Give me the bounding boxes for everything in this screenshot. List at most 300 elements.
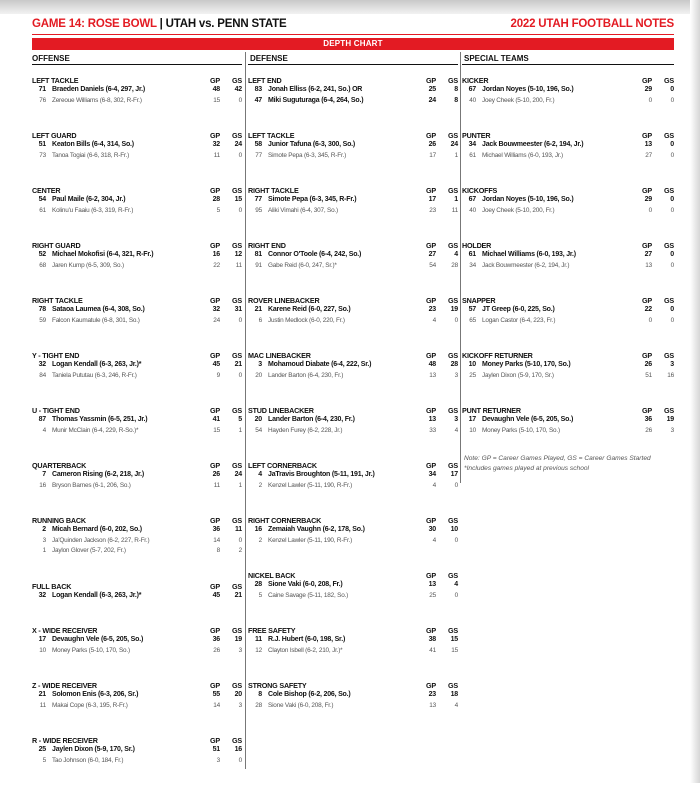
player-name: Miki Suguturaga (6-4, 264, So.)	[268, 96, 364, 104]
position-header	[32, 679, 242, 691]
player-name: Michael Mokofisi (6-4, 321, R-Fr.)	[52, 251, 154, 258]
games-played: 24	[428, 96, 436, 104]
position-title: CENTER	[32, 186, 61, 195]
games-played: 13	[644, 141, 652, 148]
gp-header: GP	[210, 681, 220, 690]
games-played: 11	[213, 481, 220, 489]
player-name: Money Parks (5-10, 170, So.)	[482, 361, 571, 368]
position-title: PUNTER	[462, 131, 491, 140]
jersey-number: 87	[38, 416, 46, 423]
position-header	[32, 514, 242, 526]
position-header	[248, 74, 458, 86]
position-title: LEFT TACKLE	[32, 76, 79, 85]
player-row	[248, 427, 458, 438]
player-name: Logan Castor (6-4, 223, Fr.)	[482, 316, 556, 324]
position-group	[32, 679, 242, 712]
jersey-number: 68	[39, 261, 46, 269]
position-title: LEFT TACKLE	[248, 131, 295, 140]
position-group	[32, 580, 242, 603]
jersey-number: 8	[258, 691, 262, 698]
player-name: Sataoa Laumea (6-4, 308, So.)	[52, 306, 145, 313]
gs-header: GS	[448, 296, 458, 305]
gp-header: GP	[210, 131, 220, 140]
gs-header: GS	[232, 186, 242, 195]
games-started: 18	[450, 691, 458, 698]
games-started: 4	[454, 251, 458, 258]
player-row	[462, 427, 674, 438]
gs-header: GS	[664, 296, 674, 305]
player-name: Jaren Kump (6-5, 309, So.)	[52, 261, 124, 269]
gs-header: GS	[232, 461, 242, 470]
gp-header: GP	[210, 351, 220, 360]
games-played: 0	[648, 316, 652, 324]
position-group	[462, 349, 674, 382]
games-started: 0	[670, 86, 674, 93]
games-played: 32	[212, 141, 220, 148]
gp-header: GP	[210, 461, 220, 470]
jersey-number: 51	[38, 141, 46, 148]
position-group	[32, 624, 242, 657]
games-played: 26	[212, 471, 220, 478]
gp-header: GP	[210, 581, 220, 591]
position-title: NICKEL BACK	[248, 571, 296, 580]
offense-column	[32, 74, 242, 789]
games-played: 17	[429, 151, 436, 159]
position-group	[32, 129, 242, 162]
games-started: 4	[454, 581, 458, 588]
position-group	[248, 184, 458, 217]
player-row	[32, 207, 242, 218]
games-started: 15	[450, 636, 458, 643]
games-played: 3	[216, 756, 220, 764]
player-row	[462, 317, 674, 328]
games-started: 0	[670, 316, 674, 324]
player-row	[32, 746, 242, 757]
offense-rule	[32, 64, 242, 65]
games-started: 0	[670, 141, 674, 148]
jersey-number: 7	[42, 471, 46, 478]
games-played: 9	[216, 371, 220, 379]
games-started: 17	[450, 471, 458, 478]
column-divider	[245, 52, 246, 769]
jersey-number: 95	[255, 206, 262, 214]
jersey-number: 40	[469, 96, 476, 104]
defense-rule	[248, 64, 458, 65]
position-header	[32, 184, 242, 196]
position-title: FULL BACK	[32, 581, 72, 591]
position-group	[462, 239, 674, 272]
player-row	[32, 482, 242, 493]
player-row	[462, 262, 674, 273]
player-name: Justin Medlock (6-0, 220, Fr.)	[268, 316, 345, 324]
player-name: Cameron Rising (6-2, 218, Jr.)	[52, 471, 145, 478]
position-header	[248, 679, 458, 691]
jersey-number: 16	[254, 526, 262, 533]
games-played: 29	[644, 196, 652, 203]
games-started: 0	[670, 96, 674, 104]
games-started: 16	[667, 371, 674, 379]
player-name: JaTravis Broughton (5-11, 191, Jr.)	[268, 471, 375, 478]
jersey-number: 2	[42, 526, 46, 533]
games-played: 23	[428, 691, 436, 698]
player-name: Joey Cheek (5-10, 200, Fr.)	[482, 96, 555, 104]
player-name: JT Greep (6-0, 225, So.)	[482, 306, 555, 313]
games-played: 26	[213, 646, 220, 654]
player-row	[248, 251, 458, 262]
player-name: Jordan Noyes (5-10, 196, So.)	[482, 86, 574, 93]
games-played: 26	[428, 141, 436, 148]
games-started: 24	[450, 141, 458, 148]
jersey-number: 58	[254, 141, 262, 148]
position-group	[32, 184, 242, 217]
jersey-number: 40	[469, 206, 476, 214]
player-name: Devaughn Vele (6-5, 205, So.)	[482, 416, 574, 423]
gs-header: GS	[448, 241, 458, 250]
position-group	[32, 294, 242, 327]
gs-header: GS	[664, 76, 674, 85]
player-name: Jaylen Dixon (5-9, 170, Sr.)	[52, 746, 135, 753]
position-title: MAC LINEBACKER	[248, 351, 311, 360]
gs-header: GS	[232, 406, 242, 415]
player-row	[248, 361, 458, 372]
gp-header: GP	[210, 296, 220, 305]
position-group	[462, 184, 674, 217]
games-played: 27	[645, 151, 652, 159]
player-row	[248, 592, 458, 603]
jersey-number: 25	[38, 746, 46, 753]
jersey-number: 54	[255, 426, 262, 434]
games-played: 48	[428, 361, 436, 368]
gs-header: GS	[448, 76, 458, 85]
jersey-number: 84	[39, 371, 46, 379]
jersey-number: 67	[468, 86, 476, 93]
gp-header: GP	[210, 516, 220, 525]
player-name: Lander Barton (6-4, 230, Fr.)	[268, 416, 355, 423]
gp-header: GP	[642, 241, 652, 250]
gp-header: GP	[642, 186, 652, 195]
games-started: 20	[234, 691, 242, 698]
games-played: 4	[432, 316, 436, 324]
position-header	[462, 404, 674, 416]
player-name: Jaylon Glover (5-7, 202, Fr.)	[52, 547, 126, 554]
games-played: 38	[428, 636, 436, 643]
position-group	[462, 294, 674, 327]
jersey-number: 2	[258, 481, 262, 489]
player-row	[32, 306, 242, 317]
gp-header: GP	[210, 406, 220, 415]
gp-header: GP	[426, 406, 436, 415]
defense-heading: DEFENSE	[250, 54, 288, 63]
games-played: 11	[213, 151, 220, 159]
player-row	[248, 691, 458, 702]
position-title: PUNT RETURNER	[462, 406, 521, 415]
games-started: 15	[234, 196, 242, 203]
games-started: 11	[235, 526, 242, 533]
jersey-number: 34	[469, 261, 476, 269]
position-header	[32, 74, 242, 86]
jersey-number: 32	[38, 361, 46, 368]
player-name: Devaughn Vele (6-5, 205, So.)	[52, 636, 144, 643]
games-played: 27	[428, 251, 436, 258]
games-played: 28	[212, 196, 220, 203]
gp-header: GP	[642, 296, 652, 305]
gp-header: GP	[426, 461, 436, 470]
games-started: 3	[238, 701, 242, 709]
games-played: 30	[428, 526, 436, 533]
position-title: R - WIDE RECEIVER	[32, 736, 98, 745]
position-header	[248, 184, 458, 196]
player-row	[462, 251, 674, 262]
games-played: 41	[429, 646, 436, 654]
games-started: 12	[234, 251, 242, 258]
position-title: X - WIDE RECEIVER	[32, 626, 98, 635]
position-header	[248, 459, 458, 471]
position-title: ROVER LINEBACKER	[248, 296, 320, 305]
player-name: Kolinu'u Faaiu (6-3, 319, R-Fr.)	[52, 206, 134, 214]
jersey-number: 12	[255, 646, 262, 654]
games-played: 15	[213, 96, 220, 104]
position-group	[32, 514, 242, 558]
jersey-number: 57	[468, 306, 476, 313]
position-header	[248, 569, 458, 581]
position-header	[32, 624, 242, 636]
player-row	[32, 471, 242, 482]
matchup: | UTAH vs. PENN STATE	[156, 18, 287, 30]
position-title: U - TIGHT END	[32, 406, 80, 415]
games-played: 45	[212, 591, 220, 599]
position-group	[248, 349, 458, 382]
player-name: Money Parks (5-10, 170, So.)	[52, 646, 130, 654]
position-group	[32, 349, 242, 382]
position-title: STRONG SAFETY	[248, 681, 307, 690]
jersey-number: 6	[258, 316, 262, 324]
gs-header: GS	[448, 461, 458, 470]
position-title: FREE SAFETY	[248, 626, 296, 635]
player-row	[248, 97, 458, 108]
player-row	[32, 262, 242, 273]
player-name: Munir McClain (6-4, 229, R-So.)*	[52, 426, 139, 434]
position-group	[248, 239, 458, 272]
games-played: 8	[216, 547, 220, 554]
player-name: Karene Reid (6-0, 227, So.)	[268, 306, 351, 313]
defense-column	[248, 74, 458, 734]
player-row	[248, 482, 458, 493]
game-label	[32, 18, 286, 30]
player-row	[462, 361, 674, 372]
position-header	[462, 239, 674, 251]
gp-header: GP	[642, 351, 652, 360]
jersey-number: 71	[38, 86, 46, 93]
position-title: STUD LINEBACKER	[248, 406, 314, 415]
position-group	[248, 569, 458, 602]
player-row	[248, 526, 458, 537]
games-played: 25	[429, 591, 436, 599]
games-played: 13	[645, 261, 652, 269]
player-name: Money Parks (5-10, 170, So.)	[482, 426, 560, 434]
jersey-number: 16	[39, 481, 46, 489]
gs-header: GS	[232, 76, 242, 85]
games-played: 33	[429, 426, 436, 434]
games-played: 48	[212, 86, 220, 93]
player-row	[248, 581, 458, 592]
games-started: 0	[238, 96, 242, 104]
jersey-number: 5	[258, 591, 262, 599]
games-played: 51	[212, 746, 220, 753]
gs-header: GS	[664, 186, 674, 195]
gs-header: GS	[232, 736, 242, 745]
header-rule	[32, 34, 674, 35]
position-group	[248, 624, 458, 657]
player-row	[248, 416, 458, 427]
gp-header: GP	[426, 76, 436, 85]
position-header	[248, 624, 458, 636]
player-row	[462, 141, 674, 152]
jersey-number: 54	[38, 196, 46, 203]
gp-header: GP	[642, 406, 652, 415]
player-row	[32, 251, 242, 262]
position-header	[248, 294, 458, 306]
jersey-number: 2	[258, 536, 262, 544]
position-title: KICKOFF RETURNER	[462, 351, 533, 360]
position-header	[32, 239, 242, 251]
position-header	[248, 349, 458, 361]
position-group	[462, 404, 674, 437]
jersey-number: 11	[255, 636, 262, 643]
jersey-number: 1	[42, 547, 46, 554]
position-title: LEFT CORNERBACK	[248, 461, 317, 470]
jersey-number: 52	[38, 251, 46, 258]
jersey-number: 67	[468, 196, 476, 203]
jersey-number: 83	[254, 86, 262, 93]
games-played: 14	[213, 701, 220, 709]
game-number: GAME 14:	[32, 18, 85, 30]
player-row	[462, 97, 674, 108]
position-header	[32, 459, 242, 471]
games-played: 34	[428, 471, 436, 478]
games-started: 0	[670, 151, 674, 159]
player-row	[462, 196, 674, 207]
gs-header: GS	[664, 241, 674, 250]
player-row	[32, 372, 242, 383]
position-header	[32, 734, 242, 746]
player-name: Jaylen Dixon (5-9, 170, Sr.)	[482, 371, 554, 379]
gp-header: GP	[426, 351, 436, 360]
games-played: 36	[644, 416, 652, 423]
games-started: 4	[454, 426, 458, 434]
position-header	[462, 74, 674, 86]
player-row	[248, 537, 458, 548]
gp-header: GP	[426, 626, 436, 635]
special-teams-heading: SPECIAL TEAMS	[464, 54, 529, 63]
games-started: 24	[234, 141, 242, 148]
gp-header: GP	[426, 296, 436, 305]
position-group	[32, 74, 242, 107]
column-divider	[460, 52, 461, 483]
position-title: KICKOFFS	[462, 186, 498, 195]
position-group	[32, 734, 242, 767]
position-group	[248, 459, 458, 492]
games-started: 0	[238, 206, 242, 214]
games-started: 24	[234, 471, 242, 478]
position-title: RIGHT CORNERBACK	[248, 516, 322, 525]
games-started: 42	[234, 86, 242, 93]
player-row	[32, 757, 242, 768]
gs-header: GS	[448, 626, 458, 635]
jersey-number: 28	[254, 581, 262, 588]
jersey-number: 73	[39, 151, 46, 159]
player-name: Jack Bouwmeester (6-2, 194, Jr.)	[482, 261, 570, 269]
player-name: Lander Barton (6-4, 230, Fr.)	[268, 371, 344, 379]
bowl-name: ROSE BOWL	[84, 18, 157, 30]
games-started: 0	[670, 261, 674, 269]
jersey-number: 20	[255, 371, 262, 379]
gs-header: GS	[232, 516, 242, 525]
player-row	[32, 702, 242, 713]
player-name: Connor O'Toole (6-4, 242, So.)	[268, 251, 362, 258]
player-row	[32, 547, 242, 558]
player-row	[32, 416, 242, 427]
games-played: 0	[648, 206, 652, 214]
player-name: Tanoa Togiai (6-6, 318, R-Fr.)	[52, 151, 129, 159]
games-started: 0	[238, 316, 242, 324]
gp-header: GP	[642, 131, 652, 140]
position-title: RUNNING BACK	[32, 516, 86, 525]
position-title: LEFT GUARD	[32, 131, 77, 140]
jersey-number: 47	[254, 96, 262, 104]
position-title: KICKER	[462, 76, 489, 85]
player-row	[248, 141, 458, 152]
gp-header: GP	[210, 626, 220, 635]
player-row	[32, 97, 242, 108]
gp-header: GP	[426, 186, 436, 195]
gs-header: GS	[232, 681, 242, 690]
games-started: 0	[454, 591, 458, 599]
player-name: Simote Pepa (6-3, 345, R-Fr.)	[268, 151, 347, 159]
player-row	[462, 372, 674, 383]
position-group	[32, 404, 242, 437]
player-row	[32, 317, 242, 328]
jersey-number: 25	[469, 371, 476, 379]
gs-header: GS	[232, 131, 242, 140]
player-row	[462, 207, 674, 218]
games-started: 0	[238, 371, 242, 379]
jersey-number: 59	[39, 316, 46, 324]
games-started: 3	[238, 646, 242, 654]
player-name: Sione Vaki (6-0, 208, Fr.)	[268, 581, 343, 588]
gs-header: GS	[448, 131, 458, 140]
position-title: RIGHT TACKLE	[32, 296, 83, 305]
player-row	[32, 361, 242, 372]
player-row	[32, 196, 242, 207]
games-started: 21	[234, 591, 242, 599]
games-played: 24	[213, 316, 220, 324]
gs-header: GS	[232, 351, 242, 360]
player-row	[32, 691, 242, 702]
gp-header: GP	[642, 76, 652, 85]
gs-header: GS	[448, 571, 458, 580]
player-row	[248, 372, 458, 383]
player-name: R.J. Hubert (6-0, 198, Sr.)	[268, 636, 346, 643]
player-name: Zemaiah Vaughn (6-2, 178, So.)	[268, 526, 365, 533]
jersey-number: 17	[468, 416, 476, 423]
games-played: 15	[213, 426, 220, 434]
games-started: 0	[670, 306, 674, 313]
player-row	[32, 647, 242, 658]
games-played: 0	[648, 96, 652, 104]
games-started: 31	[234, 306, 242, 313]
games-played: 54	[429, 261, 436, 269]
player-row	[462, 306, 674, 317]
